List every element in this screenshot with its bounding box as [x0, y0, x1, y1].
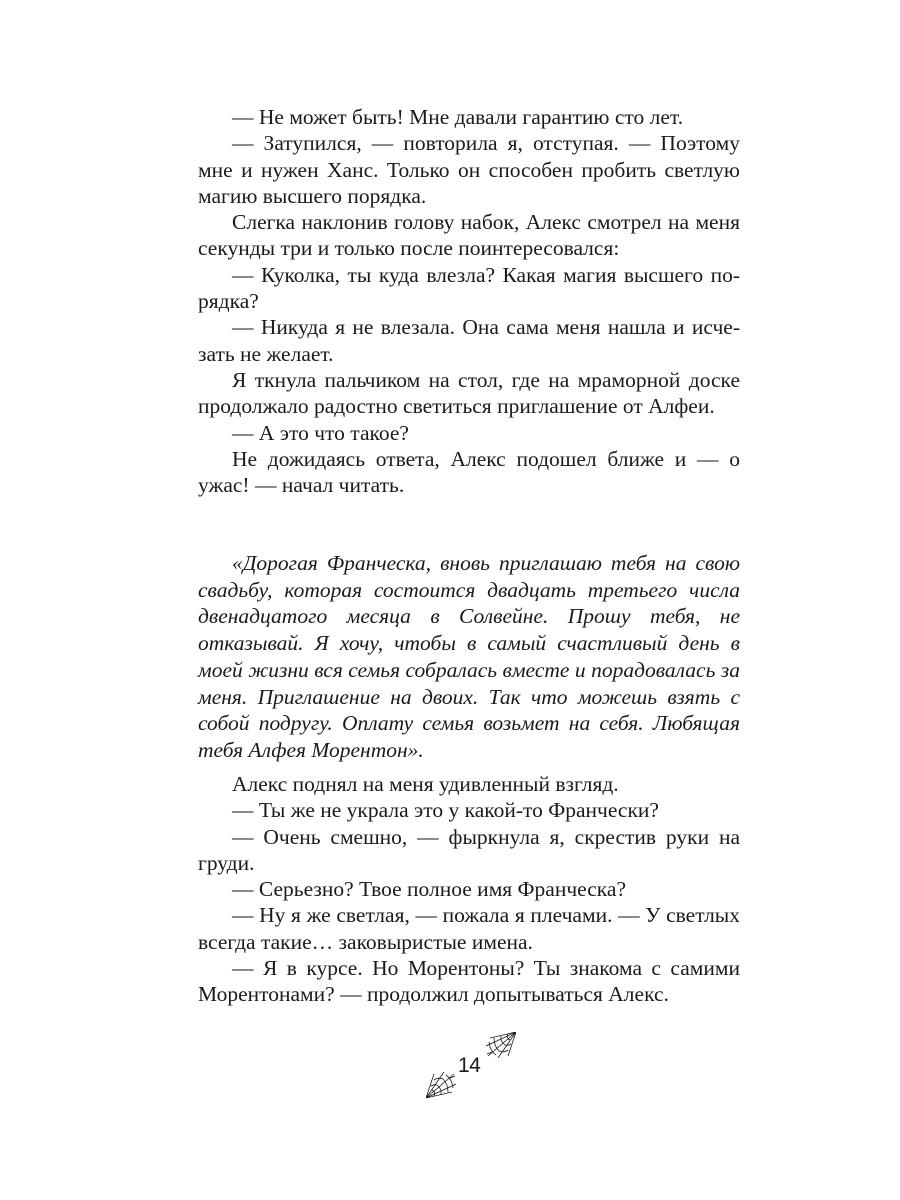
- page-number: 14: [458, 1054, 481, 1077]
- paragraph: — Очень смешно, — фыркнула я, скрестив руки на груди.: [198, 824, 740, 875]
- page-footer: [420, 1032, 520, 1102]
- paragraph: — Куколка, ты куда влезла? Какая магия высшего порядка?: [198, 262, 740, 314]
- paragraph: — Я в курсе. Но Морентоны? Ты знакома с самими Морентонами? — продолжил допытываться Алекс.: [198, 956, 740, 1007]
- paragraph: — Серьезно? Твое полное имя Франческа?: [232, 877, 626, 902]
- body-text-top: [198, 104, 740, 498]
- paragraph: Алекс поднял на меня удивленный взгляд.: [232, 772, 619, 796]
- paragraph: — Затупился, — повторила я, отступая. — Поэтому мне и нужен Ханс. Только он способен пробить светлую магию высшего порядка.: [198, 131, 740, 208]
- spiderweb-icon: [486, 1032, 516, 1058]
- paragraph: — А это что такое?: [232, 420, 409, 445]
- invitation-letter: [198, 550, 740, 764]
- paragraph: — Не может быть! Мне давали гарантию сто лет.: [232, 105, 684, 129]
- paragraph: Слегка наклонив голову набок, Алекс смотрел на меня секунды три и только после поинтересовался:: [198, 210, 740, 261]
- paragraph: — Ты же не украла это у какой-то Франчески?: [232, 798, 659, 823]
- letter-text: «Дорогая Франческа, вновь приглашаю тебя на свою свадьбу, которая состоится двадцать третьего числа двенадцатого месяца в Солвейне. Прошу тебя, не отказывай. Я хочу, чтобы в самый счастливый день в моей жизни вся семья собралась вместе и порадовалась за меня. Приглашение на двоих. Так что можешь взять с собой подругу. Оплату семья возьмет на себя. Любящая тебя Алфея Морентон».: [198, 551, 740, 762]
- paragraph: — Никуда я не влезала. Она сама меня нашла и исчезать не желает.: [198, 315, 740, 366]
- paragraph: Я ткнула пальчиком на стол, где на мраморной доске продолжало радостно светиться приглашение от Алфеи.: [198, 367, 740, 419]
- body-text-bottom: [198, 771, 740, 1008]
- paragraph: — Ну я же светлая, — пожала я плечами. — У светлых всегда такие… заковыристые имена.: [198, 903, 740, 954]
- spiderweb-icon: [426, 1072, 456, 1098]
- paragraph: Не дожидаясь ответа, Алекс подошел ближе и — о ужас! — начал читать.: [198, 446, 740, 498]
